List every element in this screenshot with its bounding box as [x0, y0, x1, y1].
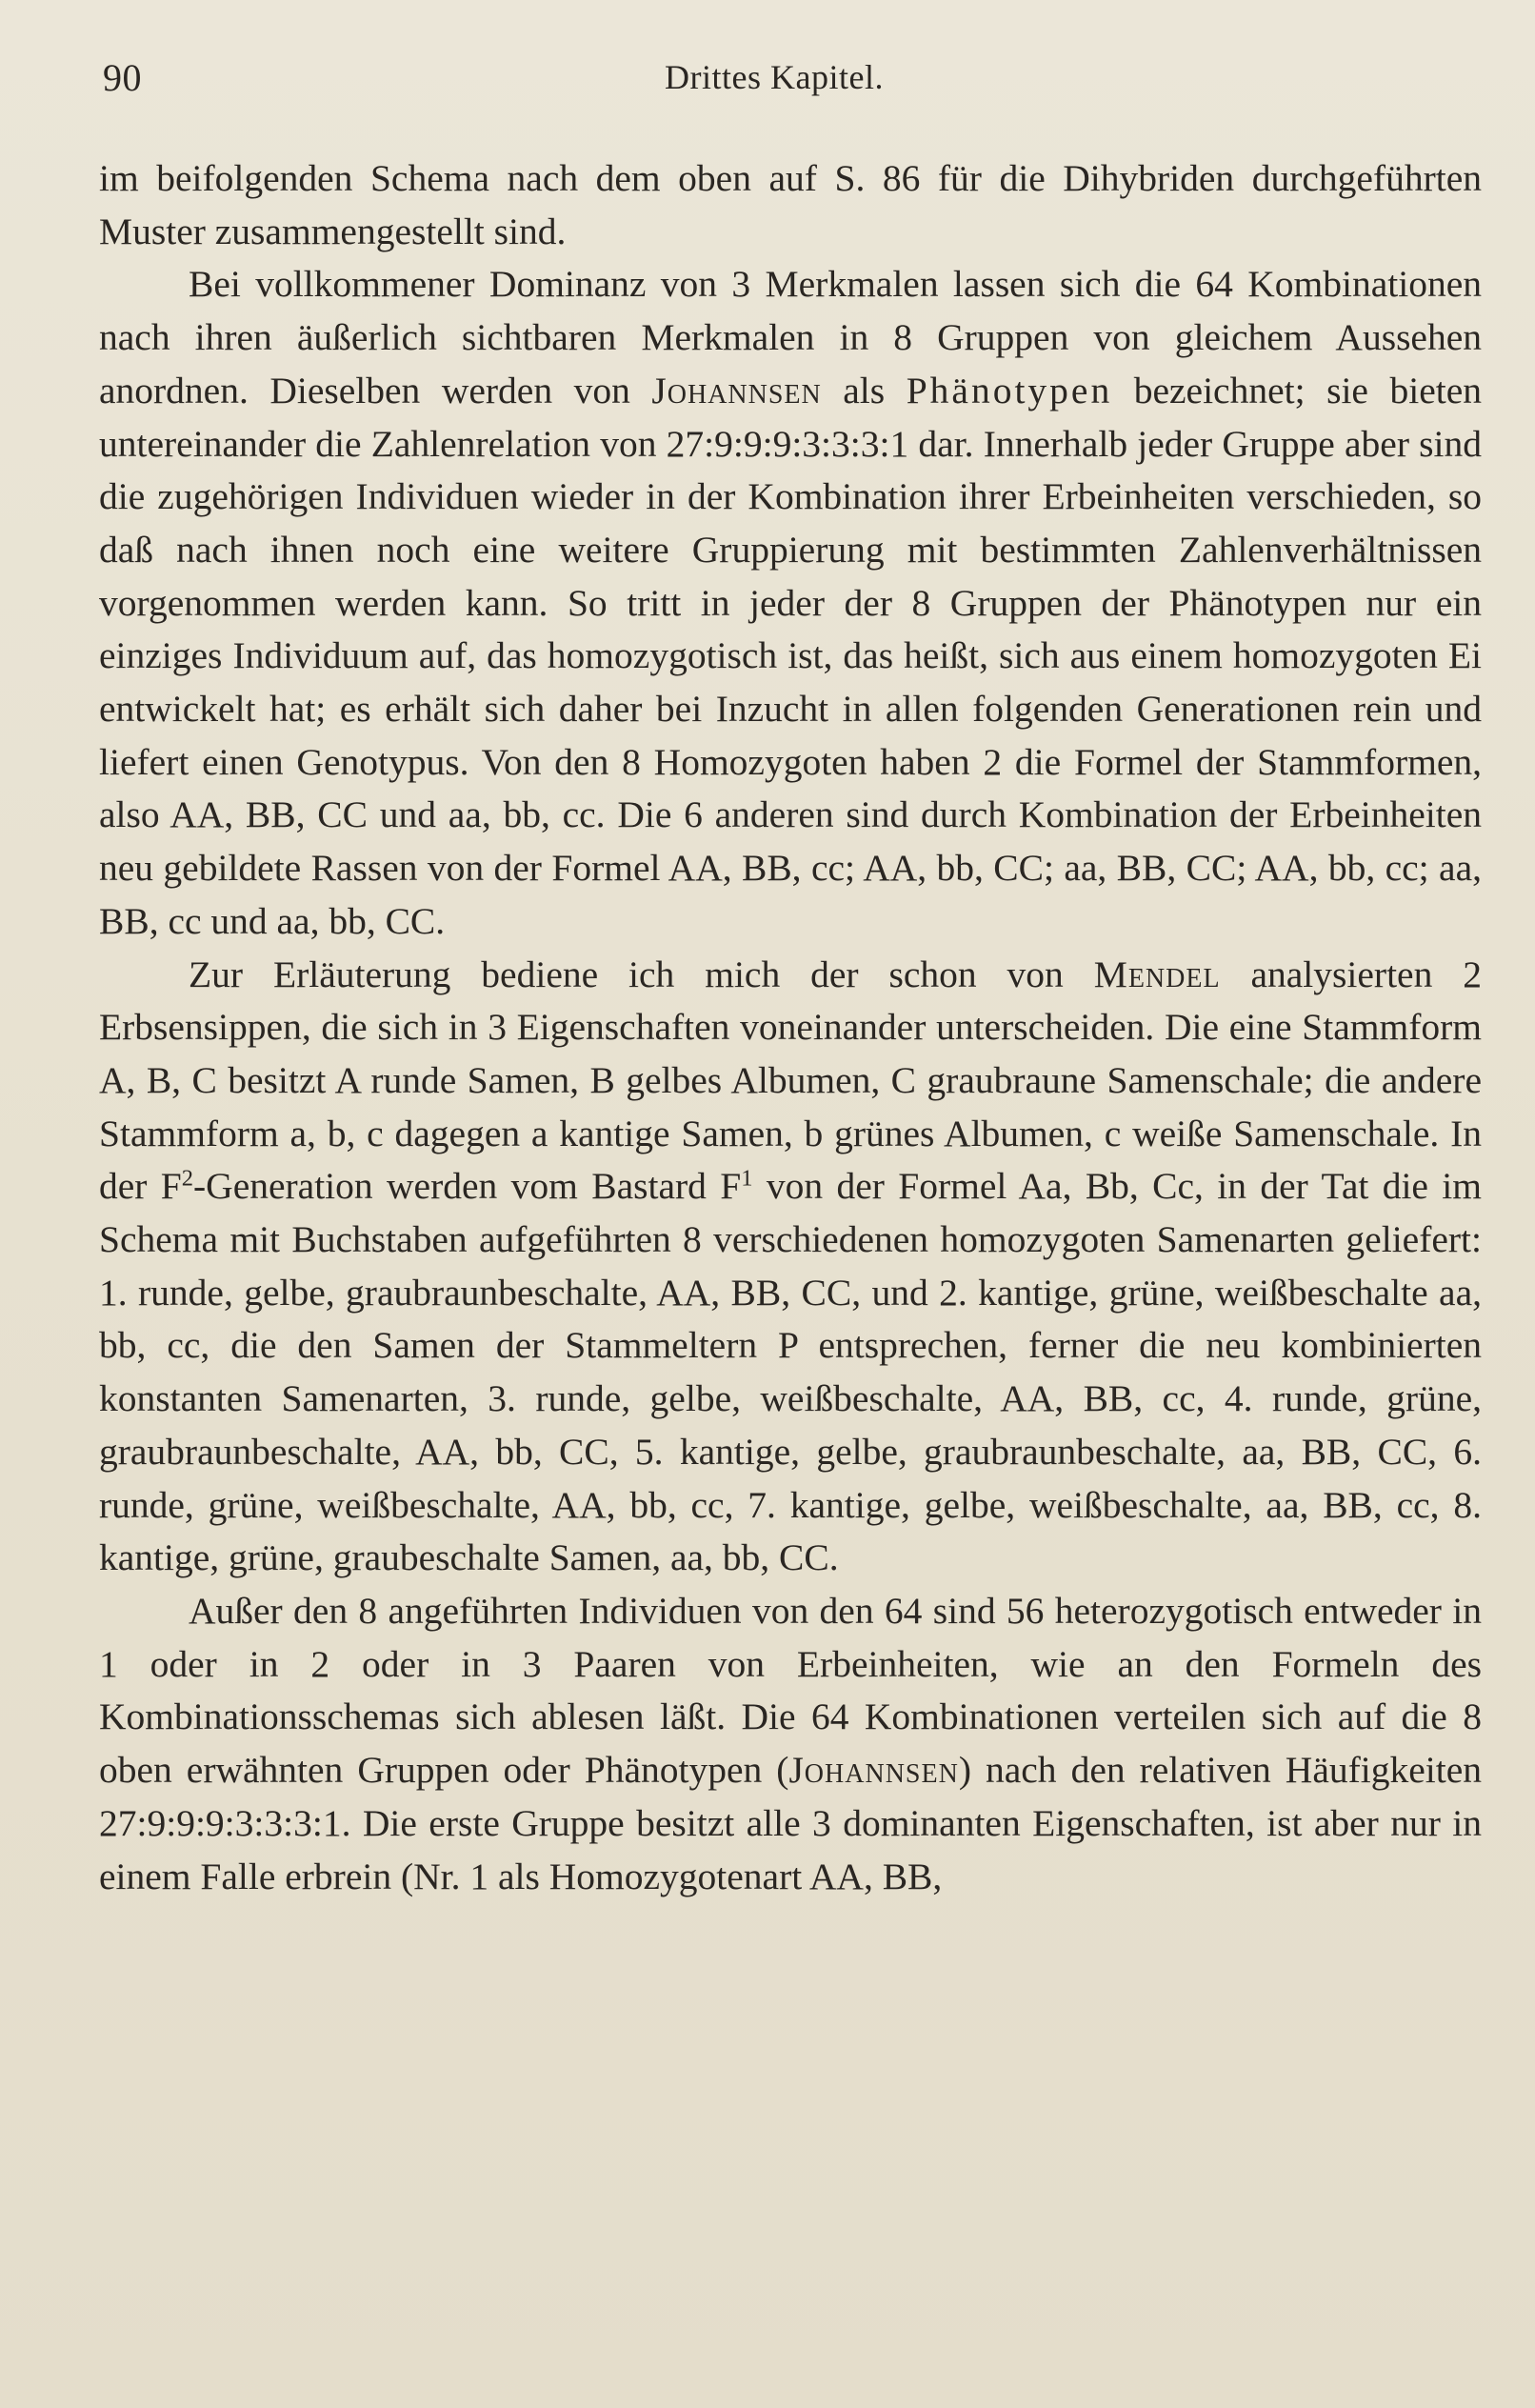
- paragraph-text: analysierten 2 Erbsensippen, die sich in 3 Eigenschaften voneinander unterscheiden. Die eine Stammform A, B, C besitzt A runde Samen, B gelbes Albumen, C graubraune Samenschale; die andere Stammform a, b, c dagegen a kantige Samen, b grünes Albumen, c weiße Samenschale. In der F: [99, 953, 1482, 1208]
- paragraph-text: ) nach den relativen Häufigkeiten 27:9:9:9:3:3:3:1. Die erste Gruppe besitzt alle 3 dominanten Eigenschaften, ist aber nur in einem Falle erbrein (Nr. 1 als Homozygotenart AA, BB,: [99, 1749, 1483, 1897]
- paragraph-text: von der Formel Aa, Bb, Cc, in der Tat die im Schema mit Buchstaben aufgeführten 8 verschiedenen homozygoten Samenarten geliefert: 1. runde, gelbe, graubraunbeschalte, AA, BB, CC, und 2. kantige, grüne, weißbeschalte aa, bb, cc, die den Samen der Stammeltern P entsprechen, ferner die neu kombinierten konstanten Samenarten, 3. runde, gelbe, weißbeschalte, AA, BB, cc, 4. runde, grüne, graubraunbeschalte, AA, bb, CC, 5. kantige, gelbe, graubraunbeschalte, aa, BB, CC, 6. runde, grüne, weißbeschalte, AA, bb, cc, 7. kantige, gelbe, weißbeschalte, aa, BB, cc, 8. kantige, grüne, graubeschalte Samen, aa, bb, CC.: [99, 1165, 1483, 1579]
- paragraph-text: Bei vollkommener Dominanz von 3 Merkmalen lassen sich die 64 Kombinationen nach ihren äußerlich sichtbaren Merkmalen in 8 Gruppen von gleichem Aussehen anordnen. Dieselben werden von: [99, 263, 1482, 411]
- paragraph-heterozygotes: [99, 1585, 1482, 1903]
- term-phaenotypen: Phänotypen: [906, 369, 1113, 411]
- running-head: [103, 55, 1478, 112]
- author-name-johannsen: Johannsen: [788, 1749, 959, 1792]
- body-text: [99, 152, 1482, 1903]
- author-name-mendel: Mendel: [1093, 953, 1221, 995]
- paragraph-text: als: [821, 369, 907, 411]
- paragraph-phenotypes: [99, 258, 1482, 948]
- paragraph-text: im beifolgenden Schema nach dem oben auf S. 86 für die Dihybriden durchgeführten Muster zusammengestellt sind.: [99, 157, 1482, 252]
- author-name-johannsen: Johannsen: [651, 369, 822, 411]
- page-number: 90: [103, 56, 142, 99]
- paragraph-continuation: [99, 152, 1482, 258]
- chapter-title: Drittes Kapitel.: [665, 58, 884, 96]
- paragraph-text: bezeichnet; sie bieten untereinander die Zahlenrelation von 27:9:9:9:3:3:3:1 dar. Innerhalb jeder Gruppe aber sind die zugehörigen Individuen wieder in der Kombination ihrer Erbeinheiten verschieden, so daß nach ihnen noch eine weitere Gruppierung mit bestimmten Zahlenverhältnissen vorgenommen werden kann. So tritt in jeder der 8 Gruppen der Phänotypen nur ein einziges Individuum auf, das homozygotisch ist, das heißt, sich aus einem homozygoten Ei entwickelt hat; es erhält sich daher bei Inzucht in allen folgenden Generationen rein und liefert einen Genotypus. Von den 8 Homozygoten haben 2 die Formel der Stammformen, also AA, BB, CC und aa, bb, cc. Die 6 anderen sind durch Kombination der Erbeinheiten neu gebildete Rassen von der Formel AA, BB, cc; AA, bb, CC; aa, BB, CC; AA, bb, cc; aa, BB, cc und aa, bb, CC.: [99, 369, 1482, 942]
- superscript-generation: 1: [741, 1165, 753, 1192]
- paragraph-text: -Generation werden vom Bastard F: [193, 1165, 742, 1208]
- superscript-generation: 2: [181, 1165, 194, 1192]
- paragraph-text: Zur Erläuterung bediene ich mich der schon von: [189, 953, 1094, 995]
- paragraph-text: Außer den 8 angeführten Individuen von den 64 sind 56 heterozygotisch entweder in 1 oder in 2 oder in 3 Paaren von Erbeinheiten, wie an den Formeln des Kombinationsschemas sich ablesen läßt. Die 64 Kombinationen verteilen sich auf die 8 oben erwähnten Gruppen oder Phänotypen (: [99, 1589, 1482, 1792]
- paragraph-mendel-example: [99, 949, 1482, 1585]
